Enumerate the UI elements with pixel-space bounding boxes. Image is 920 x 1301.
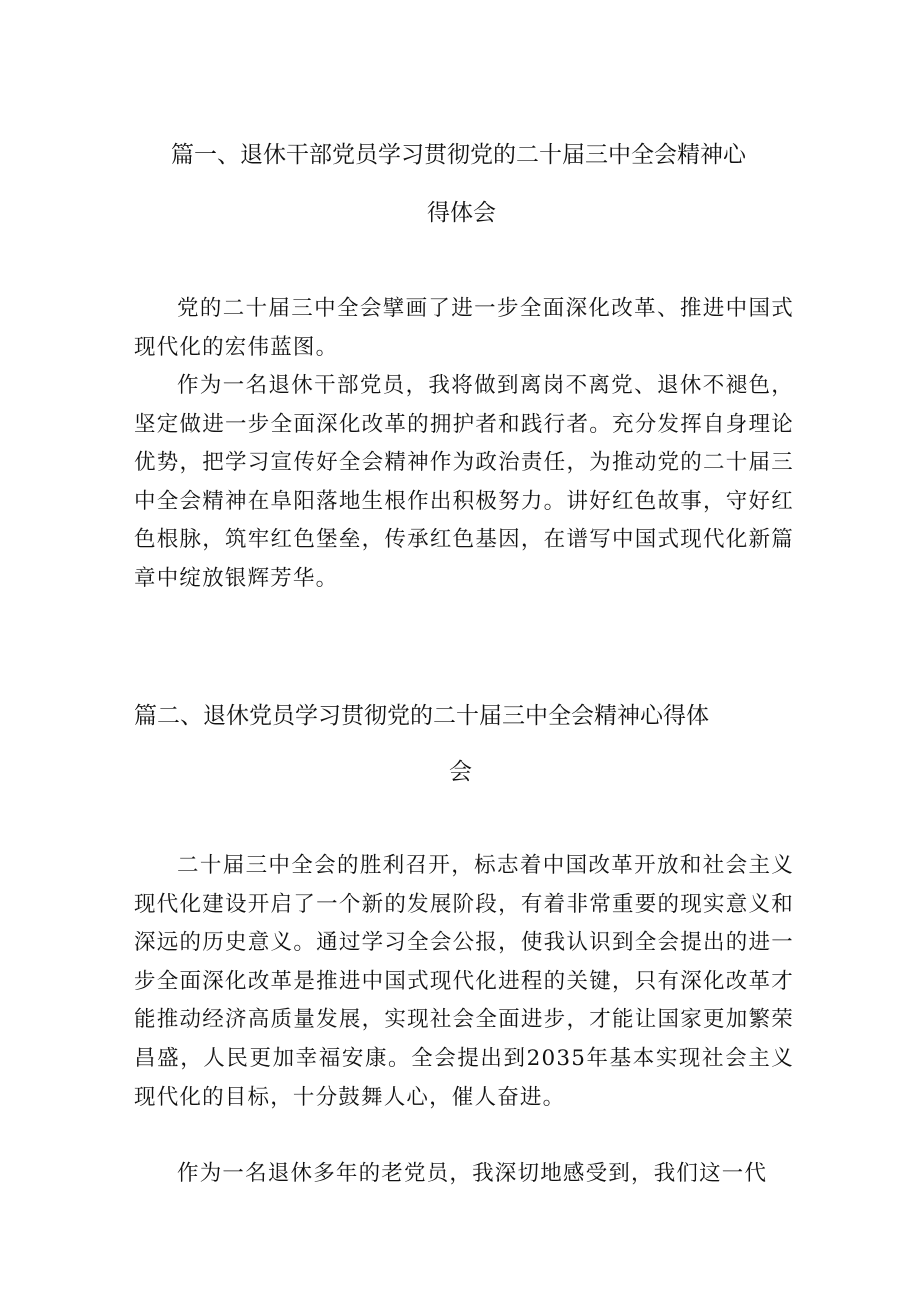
section1-paragraph-1: 党的二十届三中全会擘画了进一步全面深化改革、推进中国式现代化的宏伟蓝图。 xyxy=(134,296,794,360)
section2-title-line1: 篇二、退休党员学习贯彻党的二十届三中全会精神心得体 xyxy=(134,703,709,729)
section1-title-line2: 得体会 xyxy=(427,200,496,226)
section2-paragraph-2: 作为一名退休多年的老党员，我深切地感受到，我们这一代 xyxy=(177,1161,768,1186)
section1-paragraph-2: 作为一名退休干部党员，我将做到离岗不离党、退休不褪色，坚定做进一步全面深化改革的拥护者和践行者。充分发挥自身理论优势，把学习宣传好全会精神作为政治责任，为推动党的二十届三中全会精神在阜阳落地生根作出积极努力。讲好红色故事，守好红色根脉，筑牢红色堡垒，传承红色基因，在谱写中国式现代化新篇章中绽放银辉芳华。 xyxy=(134,373,794,591)
section2-title-line2: 会 xyxy=(449,759,472,785)
section1-title-line1: 篇一、退休干部党员学习贯彻党的二十届三中全会精神心 xyxy=(171,142,746,168)
section2-paragraph-1: 二十届三中全会的胜利召开，标志着中国改革开放和社会主义现代化建设开启了一个新的发展阶段，有着非常重要的现实意义和深远的历史意义。通过学习全会公报，使我认识到全会提出的进一步全面深化改革是推进中国式现代化进程的关键，只有深化改革才能推动经济高质量发展，实现社会全面进步，才能让国家更加繁荣昌盛，人民更加幸福安康。全会提出到2035年基本实现社会主义现代化的目标，十分鼓舞人心，催人奋进。 xyxy=(134,853,794,1110)
